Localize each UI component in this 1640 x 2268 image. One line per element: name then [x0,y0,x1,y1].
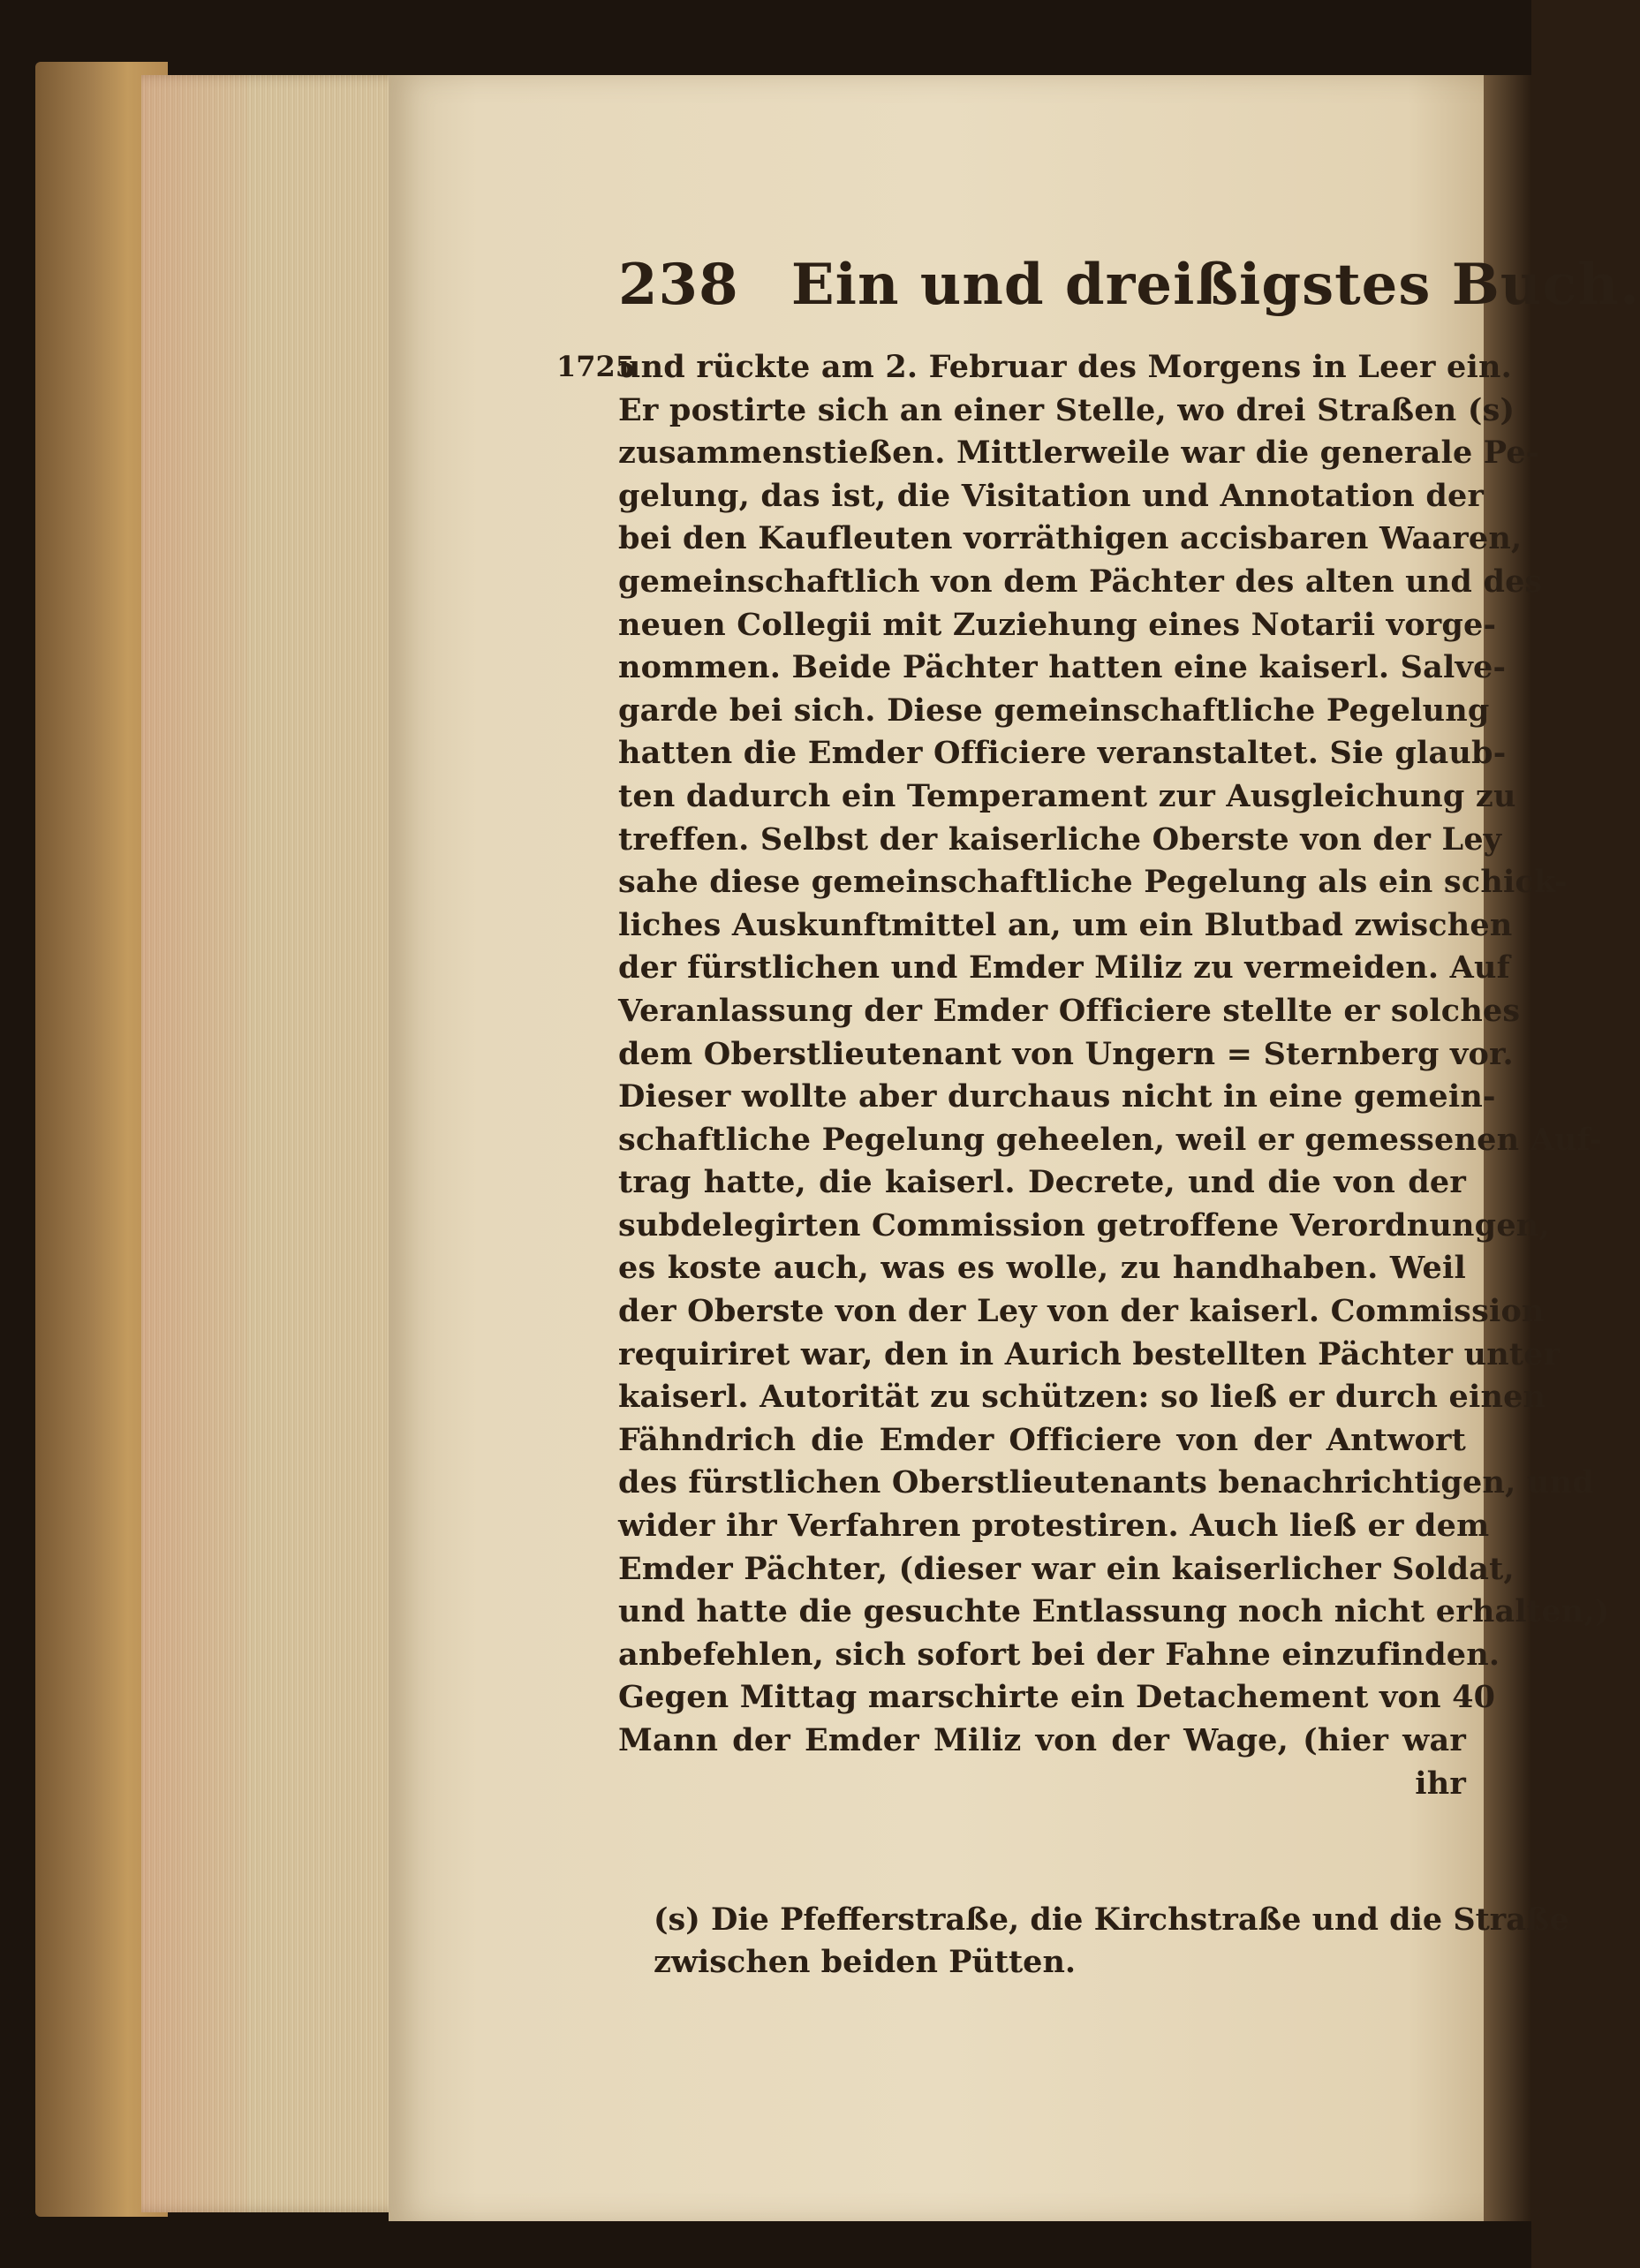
text-line: kaiserl. Autorität zu schützen: so ließ er durch einen [618,1379,1546,1416]
text-line: requiriret war, den in Aurich bestellten Pächter unter [618,1335,1561,1372]
text-line: Dieser wollte aber durchaus nicht in eine gemein- [618,1078,1496,1115]
text-line: und hatte die gesuchte Entlassung noch nicht erhalten,) [618,1593,1610,1630]
text-line: ten dadurch ein Temperament zur Ausgleichung zu [618,777,1516,814]
text-line: sahe diese gemeinschaftliche Pegelung als ein schick- [618,864,1568,901]
text-line: Gegen Mittag marschirte ein Detachement von 40 [618,1679,1496,1716]
page-number: 238 [618,252,739,318]
text-line: trag hatte, die kaiserl. Decrete, und die von der [618,1164,1466,1201]
text-line: zusammenstießen. Mittlerweile war die generale Pe- [618,435,1539,472]
footnote [654,1899,1569,1984]
running-header [618,252,1640,318]
text-line: hatten die Emder Officiere veranstaltet. Sie glaub- [618,735,1507,772]
running-title: Ein und dreißigstes Buch. [790,252,1640,318]
body-text [618,346,1610,1805]
text-line: wider ihr Verfahren protestiren. Auch ließ er dem [618,1508,1490,1545]
text-line: bei den Kaufleuten vorräthigen accisbaren Waaren, [618,520,1523,557]
text-line: Veranlassung der Emder Officiere stellte er solches [618,992,1521,1029]
margin-year: 1725 [556,350,636,383]
text-line: liches Auskunftmittel an, um ein Blutbad zwischen [618,906,1513,943]
text-line: Emder Pächter, (dieser war ein kaiserlicher Soldat, [618,1550,1515,1587]
footnote-line: zwischen beiden Pütten. [654,1944,1077,1980]
text-line: des fürstlichen Oberstlieutenants benachrichtigen, und [618,1464,1594,1501]
text-line: Mann der Emder Miliz von der Wage, (hier war [618,1722,1466,1758]
text-line: schaftliche Pegelung geheelen, weil er gemessenen Auf- [618,1121,1603,1158]
text-line: der fürstlichen und Emder Miliz zu vermeiden. Auf [618,949,1510,987]
text-line: Fähndrich die Emder Officiere von der Antwort [618,1421,1466,1458]
catchword: ihr [1415,1765,1466,1802]
text-line: es koste auch, was es wolle, zu handhaben. Weil [618,1250,1466,1287]
text-line: neuen Collegii mit Zuziehung eines Notarii vorge- [618,606,1497,643]
text-line: gemeinschaftlich von dem Pächter des alten und des [618,563,1543,600]
text-line: garde bei sich. Diese gemeinschaftliche Pegelung [618,692,1490,729]
text-line: treffen. Selbst der kaiserliche Oberste von der Ley [618,820,1502,858]
text-line: nommen. Beide Pächter hatten eine kaiserl. Salve- [618,649,1507,686]
text-line: Er postirte sich an einer Stelle, wo drei Straßen (s) [618,391,1515,428]
text-line: der Oberste von der Ley von der kaiserl. Commission [618,1293,1545,1330]
text-line: gelung, das ist, die Visitation und Annotation der [618,477,1485,514]
text-line: dem Oberstlieutenant von Ungern = Sternberg vor. [618,1035,1514,1072]
text-line: und rückte am 2. Februar des Morgens in Leer ein. [618,349,1513,385]
text-line: subdelegirten Commission getroffene Verordnungen, [618,1206,1550,1244]
text-line: anbefehlen, sich sofort bei der Fahne einzufinden. [618,1636,1500,1673]
footnote-line: (s) Die Pfefferstraße, die Kirchstraße und die Straße [654,1901,1569,1938]
